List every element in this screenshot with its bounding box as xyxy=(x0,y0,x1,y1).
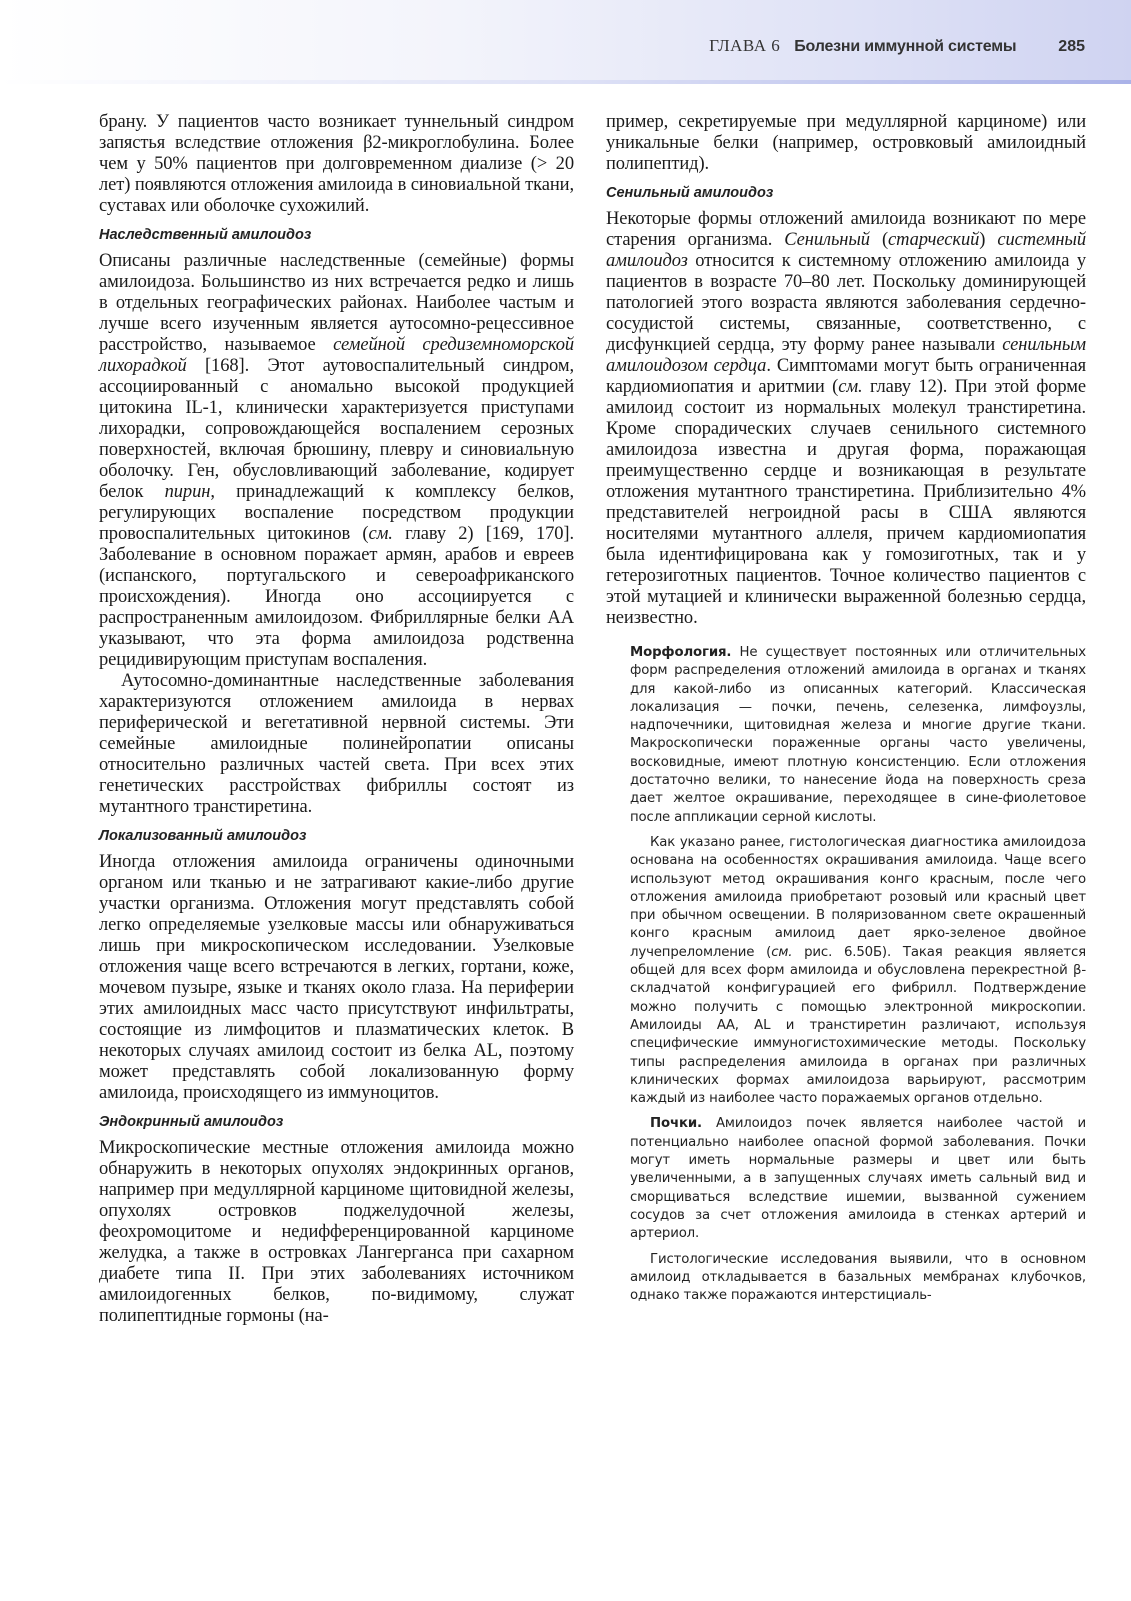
paragraph-histology: Гистологические исследования выявили, что в основном амилоид откладывается в базальных мембранах клубочков, однако также поражаются интерстициаль- xyxy=(630,1251,1086,1304)
chapter-title: Болезни иммунной системы xyxy=(794,38,1017,55)
section-heading-localized: Локализованный амилоидоз xyxy=(99,828,307,844)
paragraph-hereditary-1: Описаны различные наследственные (семейные) формы амилоидоза. Большинство из них встречается редко и лишь в отдельных географических районах. Наиболее частым и лучше всего изученным является аутосомно-рецессивное расстройство, называемое семейной средиземноморской лихорадкой [168]. Этот аутовоспалительный синдром, ассоциированный с аномально высокой продукцией цитокина IL-1, клинически характеризуется приступами лихорадки, сопровождающейся воспалением серозных поверхностей, включая брюшину, плевру и синовиальную оболочку. Ген, обусловливающий заболевание, кодирует белок пирин, принадлежащий к комплексу белков, регулирующих воспаление посредством продукции провоспалительных цитокинов (см. главу 2) [169, 170]. Заболевание в основном поражает армян, арабов и евреев (испанского, португальского и североафриканского происхождения). Иногда оно ассоциируется с распространенным амилоидозом. Фибриллярные белки АА указывают, что эта форма амилоидоза родственна рецидивирующим приступам воспаления. xyxy=(99,251,574,670)
paragraph-senile: Некоторые формы отложений амилоида возникают по мере старения организма. Сенильный (старческий) системный амилоидоз относится к системному отложению амилоида у пациентов в возрасте 70–80 лет. Поскольку доминирующей патологией этого возраста являются заболевания сердечно-сосудистой системы, связанные, соответственно, с дисфункцией сердца, эту форму ранее называли сенильным амилоидозом сердца. Симптомами могут быть ограниченная кардиомиопатия и аритмии (см. главу 12). При этой форме амилоид состоит из нормальных молекул транстиретина. Кроме спорадических случаев сенильного системного амилоидоза известна и другая форма, поражающая преимущественно сердце и возникающая в результате отложения мутантного транстиретина. Приблизительно 4% представителей негроидной расы в США являются носителями мутантного аллеля, причем кардиомиопатия была идентифицирована как у гомозиготных, так и у гетерозиготных пациентов. Точное количество пациентов с этой мутацией и клинически выраженной болезнью сердца, неизвестно. xyxy=(606,209,1086,628)
header-rule xyxy=(0,80,1131,84)
section-heading-hereditary: Наследственный амилоидоз xyxy=(99,227,312,243)
paragraph-morphology-1: Морфология. Не существует постоянных или отличительных форм распределения отложений амилоида в органах и тканях для какой-либо из описанных категорий. Классическая локализация — почки, печень, селезенка, лимфоузлы, надпочечники, щитовидная железа и многие другие ткани. Макроскопически пораженные органы часто увеличены, восковидные, имеют плотную консистенцию. Если отложения достаточно велики, то нанесение йода на поверхность среза дает желтое окрашивание, переходящее в сине-фиолетовое после аппликации серной кислоты. xyxy=(630,645,1086,825)
left-column xyxy=(99,112,574,1327)
run-in-kidney: Почки. xyxy=(650,1116,702,1132)
paragraph-continued: брану. У пациентов часто возникает туннельный синдром запястья вследствие отложения β2-микроглобулина. Более чем у 50% пациентов при долговременном диализе (> 20 лет) появляются отложения амилоида в синовиальной ткани, суставах или оболочке сухожилий. xyxy=(99,112,574,216)
section-heading-senile: Сенильный амилоидоз xyxy=(606,185,774,201)
paragraph-hereditary-2: Аутосомно-доминантные наследственные заболевания характеризуются отложением амилоида в нервах периферической и вегетативной нервной системы. Эти семейные амилоидные полинейропатии описаны относительно различных частей света. При всех этих генетических расстройствах фибриллы состоят из мутантного транстиретина. xyxy=(99,671,574,817)
paragraph-endocrine: Микроскопические местные отложения амилоида можно обнаружить в некоторых опухолях эндокринных органов, например при медуллярной карциноме щитовидной железы, опухолях островков поджелудочной железы, феохромоцитоме и недифференцированной карциноме желудка, а также в островках Лангерганса при сахарном диабете типа II. При этих заболеваниях источником амилоидогенных белков, по-видимому, служат полипептидные гормоны (на- xyxy=(99,1138,574,1326)
running-head xyxy=(709,36,1085,60)
page-number: 285 xyxy=(1058,38,1085,55)
morphology-block xyxy=(606,644,1086,1305)
paragraph-continued-right: пример, секретируемые при медуллярной карциноме) или уникальные белки (например, островковый амилоидный полипептид). xyxy=(606,112,1086,174)
run-in-morphology: Морфология. xyxy=(630,645,732,660)
right-column xyxy=(606,112,1086,1305)
section-heading-endocrine: Эндокринный амилоидоз xyxy=(99,1114,284,1130)
paragraph-morphology-2: Как указано ранее, гистологическая диагностика амилоидоза основана на особенностях окрашивания амилоида. Чаще всего используют метод окрашивания конго красным, после чего отложения амилоида приобретают розовый или красный цвет при обычном освещении. В поляризованном свете окрашенный конго красным амилоид дает ярко-зеленое двойное лучепреломление (см. рис. 6.50Б). Такая реакция является общей для всех форм амилоида и обусловлена перекрестной β-складчатой конфигурацией его фибрилл. Подтверждение можно получить с помощью электронной микроскопии. Амилоиды АА, AL и транстиретин различают, используя специфические иммуногистохимические методы. Поскольку типы распределения амилоида в органах при различных клинических формах амилоидоза варьируют, рассмотрим каждый из наиболее часто поражаемых органов отдельно. xyxy=(630,834,1086,1107)
paragraph-kidney: Почки. Амилоидоз почек является наиболее частой и потенциально наиболее опасной формой заболевания. Почки могут иметь нормальные размеры и цвет или быть увеличенными, а в запущенных случаях иметь сальный вид и сморщиваться вследствие ишемии, вызванной сужением сосудов за счет отложения амилоида в стенках артерий и артериол. xyxy=(630,1116,1086,1242)
chapter-label: ГЛАВА 6 xyxy=(709,36,781,55)
paragraph-localized: Иногда отложения амилоида ограничены одиночными органом или тканью и не затрагивают какие-либо другие участки организма. Отложения могут представлять собой легко определяемые узелковые массы или обнаруживаться лишь при микроскопическом исследовании. Узелковые отложения чаще всего встречаются в легких, гортани, коже, мочевом пузыре, языке и тканях около глаза. На периферии этих амилоидных масс часто присутствуют инфильтраты, состоящие из лимфоцитов и плазматических клеток. В некоторых случаях амилоид состоит из белка AL, поэтому может представлять собой локализованную форму амилоида, происходящего из иммуноцитов. xyxy=(99,852,574,1103)
